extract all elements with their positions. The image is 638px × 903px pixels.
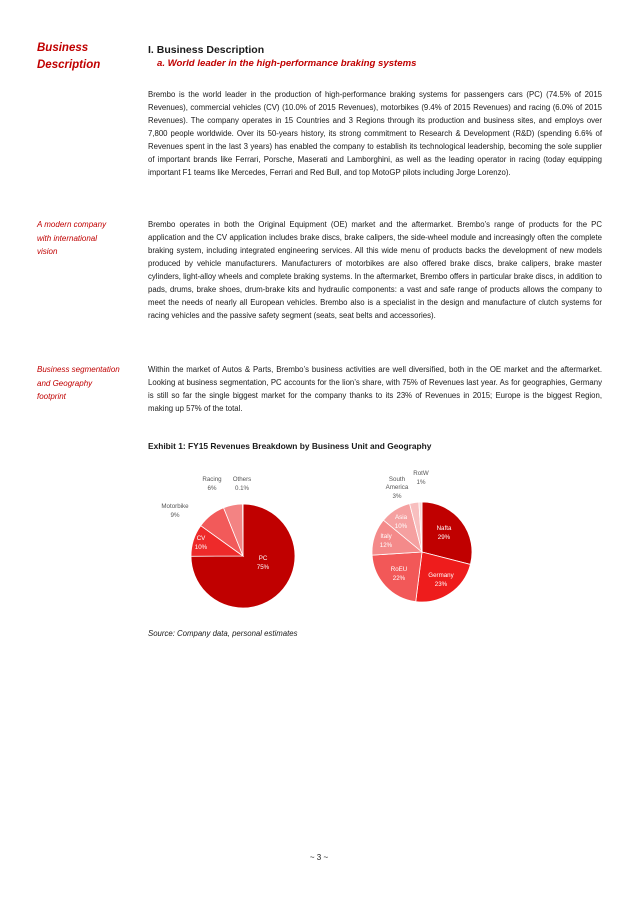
pie-label-germany: Germany 23% [428,572,454,588]
pie-chart-geography [372,470,472,602]
pie-label-nafta: Nafta 29% [436,525,452,541]
sidebar-label-line: and Geography [37,378,93,388]
pie-label-south-america: South America 3% [385,476,409,500]
pie-label-pc: PC 75% [256,555,270,571]
sidebar-label-line: with international [37,233,98,243]
sidebar-segmentation [37,363,142,404]
section-title: I. Business Description [148,44,265,56]
paragraph-products: Brembo operates in both the Original Equipment (OE) market and the aftermarket. Brembo’s range of products for the PC application and the CV application includes brake discs, brake calipers, the side-wheel module and increasingly often the complete braking system, including integrated engineering services. All this wide menu of products backs the development of new models produced by vehicle manufacturers. Manufacturers of motorbikes are also offered brake discs, brake calipers, brake master cylinders, light-alloy wheels and complete braking systems. In the aftermarket, Brembo offers in particular brake discs, in addition to pads, drums, brake shoes, drum-brake kits and hydraulic components: a vast and safe range of products allows the company to meet the needs of nearly all European vehicles. Brembo also is a specialist in the design and manufacture of clutch systems for racing vehicles and the passive safety segment (seats, seat belts and accessories). [148,220,602,320]
pie-chart-business-unit [161,476,295,608]
pie-label-roeu: RoEU 22% [390,566,408,582]
exhibit-title: Exhibit 1: FY15 Revenues Breakdown by Business Unit and Geography [148,441,432,451]
sidebar-label-line: A modern company [37,220,107,229]
section-subtitle: a. World leader in the high-performance braking systems [157,58,417,69]
exhibit-charts [0,455,638,625]
pie-label-asia: Asia 10% [394,514,408,530]
paragraph-overview: Brembo is the world leader in the production of high-performance braking systems for passengers cars (PC) (74.5% of 2015 Revenues), commercial vehicles (CV) (10.0% of 2015 Revenues), motorbikes (9.4% of 2015 Revenues) and racing (6.0% of 2015 Revenues). The company operates in 15 Countries and 3 Regions through its production and business sites, and employs over 7,800 people worldwide. Over its 50-years history, its strong commitment to Research & Development (R&D) (spending 6.6% of Revenues spent in the last 3 years) has enabled the company to establish its technological leadership, becoming the sole supplier of important brands like Ferrari, Porsche, Maserati and Lamborghini, as well as the leading operator in racing (today equipping important F1 teams like Mercedes, Ferrari and Red Bull, and top MotoGP pilots including Jorge Lorenzo). [148,90,602,177]
pie-label-others: Others 0.1% [232,476,252,492]
sidebar-business-description [37,40,142,73]
page-number: ~ 3 ~ [309,853,329,862]
pie-label-motorbike: Motorbike 9% [161,503,189,519]
source-note: Source: Company data, personal estimates [148,629,298,638]
paragraph-segmentation: Within the market of Autos & Parts, Brembo’s business activities are well diversified, both in the OE market and the aftermarket. Looking at business segmentation, PC accounts for the lion’s share, with 75% of Revenues last year. As for geographies, Germany is still so far the single biggest market for the company thanks to its 23% of Revenues in 2015; Europe is the biggest Region, making up 57% of the total. [148,365,602,413]
pie-label-cv: CV 10% [194,535,208,551]
pie-label-rotw: RotW 1% [413,470,429,486]
pie-label-racing: Racing 6% [202,476,222,492]
sidebar-modern-company [37,218,142,259]
sidebar-label-line: Business segmentation [37,365,120,374]
sidebar-label-line: footprint [37,392,66,401]
sidebar-label-line: vision [37,247,58,256]
sidebar-label-line: Business [37,42,89,54]
sidebar-label-line: Description [37,58,101,71]
pie-label-italy: Italy 12% [379,533,393,549]
